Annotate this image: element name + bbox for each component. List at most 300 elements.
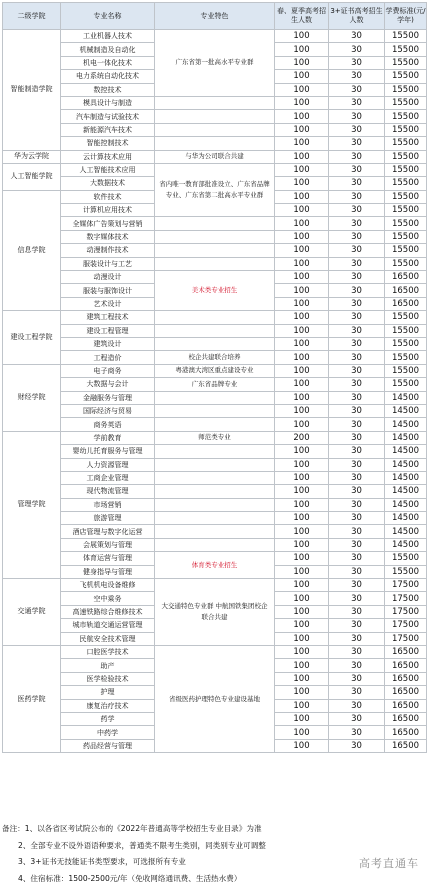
major-name: 药学 [61,712,155,725]
enroll-a-value: 100 [275,43,329,56]
enroll-b-value: 30 [329,619,385,632]
table-row [3,552,427,565]
major-feature: 省级医药护理特色专业建设基地 [155,645,275,752]
college-name: 建设工程学院 [3,311,61,365]
major-feature-empty [155,324,275,337]
major-name: 动漫制作技术 [61,244,155,257]
table-row [3,163,427,176]
major-name: 飞机机电设备维修 [61,579,155,592]
fee-value: 15500 [385,190,427,203]
enroll-b-value: 30 [329,378,385,391]
enroll-a-value: 100 [275,177,329,190]
major-name: 建筑设计 [61,337,155,350]
major-name: 电子商务 [61,364,155,377]
enroll-b-value: 30 [329,137,385,150]
fee-value: 14500 [385,471,427,484]
table-body [3,30,427,753]
fee-value: 16500 [385,712,427,725]
enroll-b-value: 30 [329,364,385,377]
major-name: 新能源汽车技术 [61,123,155,136]
major-feature-empty [155,311,275,324]
fee-value: 17500 [385,605,427,618]
note-4: 4、住宿标准：1500-2500元/年（免收网络通讯费、生活热水费） [18,873,242,883]
major-feature-empty [155,257,275,270]
enroll-a-value: 100 [275,56,329,69]
major-name: 酒店管理与数字化运营 [61,525,155,538]
enroll-a-value: 100 [275,512,329,525]
major-name: 药品经营与管理 [61,739,155,752]
table-row [3,96,427,109]
fee-value: 15500 [385,70,427,83]
table-row [3,498,427,511]
enroll-b-value: 30 [329,726,385,739]
fee-value: 14500 [385,485,427,498]
fee-value: 15500 [385,230,427,243]
major-feature-empty [155,337,275,350]
fee-value: 16500 [385,739,427,752]
major-name: 汽车制造与试验技术 [61,110,155,123]
enroll-a-value: 100 [275,404,329,417]
enroll-a-value: 100 [275,30,329,43]
major-feature-empty [155,96,275,109]
major-name: 民航安全技术管理 [61,632,155,645]
major-feature-empty [155,391,275,404]
major-name: 数控技术 [61,83,155,96]
major-feature-empty [155,217,275,230]
enroll-b-value: 30 [329,190,385,203]
major-feature: 师范类专业 [155,431,275,444]
major-name: 艺术设计 [61,297,155,310]
fee-value: 16500 [385,686,427,699]
major-name: 工商企业管理 [61,471,155,484]
major-name: 学前教育 [61,431,155,444]
enroll-b-value: 30 [329,512,385,525]
major-feature-empty [155,458,275,471]
major-name: 动漫设计 [61,271,155,284]
major-feature: 省内唯一教育部批准设立、广东省品牌专业、广东省第二批高水平专业群 [155,163,275,217]
fee-value: 15500 [385,378,427,391]
college-name: 管理学院 [3,431,61,578]
enroll-a-value: 100 [275,445,329,458]
fee-value: 15500 [385,351,427,364]
fee-value: 14500 [385,391,427,404]
table-row [3,512,427,525]
fee-value: 16500 [385,297,427,310]
major-name: 机电一体化技术 [61,56,155,69]
major-name: 建设工程管理 [61,324,155,337]
enroll-a-value: 100 [275,163,329,176]
major-name: 机械制造及自动化 [61,43,155,56]
enroll-a-value: 100 [275,70,329,83]
enroll-b-value: 30 [329,163,385,176]
fee-value: 15500 [385,565,427,578]
table-row [3,337,427,350]
enroll-a-value: 100 [275,686,329,699]
table-row [3,110,427,123]
enroll-a-value: 100 [275,418,329,431]
major-feature-empty [155,498,275,511]
major-feature-empty [155,418,275,431]
major-name: 商务英语 [61,418,155,431]
enroll-a-value: 100 [275,378,329,391]
fee-value: 14500 [385,538,427,551]
major-feature-empty [155,538,275,551]
major-name: 工程造价 [61,351,155,364]
enroll-a-value: 100 [275,217,329,230]
fee-value: 14500 [385,431,427,444]
enroll-a-value: 100 [275,150,329,163]
fee-value: 14500 [385,404,427,417]
fee-value: 16500 [385,271,427,284]
fee-value: 14500 [385,445,427,458]
major-name: 工业机器人技术 [61,30,155,43]
fee-value: 17500 [385,632,427,645]
college-name: 信息学院 [3,190,61,311]
table-row [3,471,427,484]
enroll-a-value: 100 [275,552,329,565]
fee-value: 15500 [385,257,427,270]
enroll-a-value: 100 [275,525,329,538]
major-name: 全媒体广告策划与营销 [61,217,155,230]
table-row [3,230,427,243]
major-feature-empty [155,230,275,243]
table-row [3,257,427,270]
major-name: 服装与服饰设计 [61,284,155,297]
fee-value: 15500 [385,364,427,377]
major-feature: 美术类专业招生 [155,271,275,311]
header-fee: 学费标准(元/学年) [385,3,427,30]
major-name: 助产 [61,659,155,672]
fee-value: 16500 [385,659,427,672]
table-row [3,538,427,551]
fee-value: 15500 [385,43,427,56]
enroll-a-value: 100 [275,391,329,404]
fee-value: 14500 [385,498,427,511]
major-name: 市场营销 [61,498,155,511]
note-2: 2、全部专业不设外语语种要求，普通类不限考生类别，同类别专业可调整 [18,840,266,850]
enroll-a-value: 100 [275,257,329,270]
enroll-b-value: 30 [329,177,385,190]
major-name: 电力系统自动化技术 [61,70,155,83]
enroll-a-value: 100 [275,498,329,511]
major-name: 现代物流管理 [61,485,155,498]
enroll-b-value: 30 [329,739,385,752]
table-row [3,244,427,257]
major-name: 金融服务与管理 [61,391,155,404]
major-name: 软件技术 [61,190,155,203]
major-name: 空中乘务 [61,592,155,605]
table-row [3,579,427,592]
major-name: 护理 [61,686,155,699]
major-feature-empty [155,244,275,257]
enroll-a-value: 100 [275,204,329,217]
enroll-b-value: 30 [329,257,385,270]
enroll-b-value: 30 [329,271,385,284]
enroll-a-value: 100 [275,311,329,324]
enroll-a-value: 100 [275,110,329,123]
table-row [3,485,427,498]
enroll-b-value: 30 [329,297,385,310]
enroll-b-value: 30 [329,431,385,444]
header-major: 专业名称 [61,3,155,30]
college-name: 人工智能学院 [3,163,61,190]
enroll-b-value: 30 [329,645,385,658]
enroll-a-value: 100 [275,351,329,364]
major-feature: 校企共建联合培养 [155,351,275,364]
major-name: 康复治疗技术 [61,699,155,712]
major-name: 建筑工程技术 [61,311,155,324]
enroll-b-value: 30 [329,43,385,56]
fee-value: 15500 [385,150,427,163]
fee-value: 14500 [385,525,427,538]
fee-value: 15500 [385,204,427,217]
fee-value: 16500 [385,672,427,685]
enroll-b-value: 30 [329,324,385,337]
enroll-a-value: 200 [275,431,329,444]
fee-value: 15500 [385,324,427,337]
fee-value: 15500 [385,337,427,350]
enroll-b-value: 30 [329,699,385,712]
table-row [3,391,427,404]
enroll-a-value: 100 [275,565,329,578]
enroll-b-value: 30 [329,110,385,123]
fee-value: 16500 [385,699,427,712]
table-header-row [3,3,427,30]
enroll-a-value: 100 [275,96,329,109]
fee-value: 14500 [385,418,427,431]
enroll-b-value: 30 [329,418,385,431]
enroll-a-value: 100 [275,712,329,725]
table-row [3,364,427,377]
enroll-b-value: 30 [329,579,385,592]
college-name: 交通学院 [3,579,61,646]
table-row [3,217,427,230]
enroll-a-value: 100 [275,83,329,96]
enroll-b-value: 30 [329,538,385,551]
major-name: 数字媒体技术 [61,230,155,243]
enroll-a-value: 100 [275,485,329,498]
fee-value: 17500 [385,592,427,605]
table-row [3,445,427,458]
table-row [3,431,427,444]
enroll-b-value: 30 [329,471,385,484]
enroll-a-value: 100 [275,123,329,136]
enroll-a-value: 100 [275,632,329,645]
enroll-b-value: 30 [329,565,385,578]
enroll-b-value: 30 [329,391,385,404]
enroll-b-value: 30 [329,217,385,230]
major-feature: 与华为公司联合共建 [155,150,275,163]
enroll-a-value: 100 [275,672,329,685]
note-3: 3、3+证书无技能证书类型要求，可选报所有专业 [18,857,186,866]
major-feature: 大交通特色专业群 中航国铁集团校企联合共建 [155,579,275,646]
notes-section [2,821,426,887]
header-college: 二级学院 [3,3,61,30]
enroll-b-value: 30 [329,525,385,538]
major-name: 大数据技术 [61,177,155,190]
enroll-b-value: 30 [329,445,385,458]
enroll-a-value: 100 [275,645,329,658]
fee-value: 15500 [385,217,427,230]
major-name: 智能控制技术 [61,137,155,150]
enroll-b-value: 30 [329,70,385,83]
fee-value: 15500 [385,83,427,96]
major-name: 高速铁路综合维修技术 [61,605,155,618]
enroll-a-value: 100 [275,190,329,203]
table-row [3,351,427,364]
fee-value: 16500 [385,284,427,297]
enroll-a-value: 100 [275,297,329,310]
enroll-b-value: 30 [329,498,385,511]
major-name: 计算机应用技术 [61,204,155,217]
table-row [3,324,427,337]
enroll-b-value: 30 [329,632,385,645]
enroll-a-value: 100 [275,726,329,739]
enroll-b-value: 30 [329,351,385,364]
enroll-a-value: 100 [275,364,329,377]
major-feature: 体育类专业招生 [155,552,275,579]
major-feature-empty [155,110,275,123]
major-name: 大数据与会计 [61,378,155,391]
fee-value: 15500 [385,56,427,69]
major-name: 医学检验技术 [61,672,155,685]
fee-value: 14500 [385,458,427,471]
enroll-a-value: 100 [275,739,329,752]
fee-value: 16500 [385,645,427,658]
table-row [3,525,427,538]
major-name: 会展策划与管理 [61,538,155,551]
fee-value: 17500 [385,579,427,592]
fee-value: 17500 [385,619,427,632]
fee-value: 15500 [385,96,427,109]
table-row [3,150,427,163]
enroll-b-value: 30 [329,485,385,498]
enroll-a-value: 100 [275,337,329,350]
enroll-a-value: 100 [275,471,329,484]
fee-value: 16500 [385,726,427,739]
major-name: 旅游管理 [61,512,155,525]
enroll-a-value: 100 [275,699,329,712]
college-name: 智能制造学院 [3,30,61,151]
note-1: 备注：1、以各省区考试院公布的《2022年普通高等学校招生专业目录》为准 [2,824,262,833]
enroll-a-value: 100 [275,605,329,618]
enroll-b-value: 30 [329,659,385,672]
college-name: 华为云学院 [3,150,61,163]
table-row [3,404,427,417]
major-name: 婴幼儿托育服务与管理 [61,445,155,458]
major-name: 人工智能技术应用 [61,163,155,176]
fee-value: 15500 [385,552,427,565]
table-row [3,418,427,431]
major-name: 模具设计与制造 [61,96,155,109]
enroll-b-value: 30 [329,244,385,257]
enroll-a-value: 100 [275,137,329,150]
enroll-a-value: 100 [275,324,329,337]
enrollment-table [2,2,427,753]
enroll-a-value: 100 [275,244,329,257]
fee-value: 15500 [385,30,427,43]
major-name: 口腔医学技术 [61,645,155,658]
enroll-b-value: 30 [329,284,385,297]
table-row [3,311,427,324]
fee-value: 15500 [385,110,427,123]
enroll-b-value: 30 [329,83,385,96]
enroll-b-value: 30 [329,404,385,417]
major-feature: 粤港澳大湾区重点建设专业 [155,364,275,377]
enroll-b-value: 30 [329,592,385,605]
major-name: 人力资源管理 [61,458,155,471]
enroll-b-value: 30 [329,686,385,699]
enroll-b-value: 30 [329,712,385,725]
table-row [3,137,427,150]
watermark-text: 高考直通车 [359,857,419,870]
header-feature: 专业特色 [155,3,275,30]
major-feature-empty [155,123,275,136]
major-feature-empty [155,137,275,150]
major-feature-empty [155,445,275,458]
enroll-b-value: 30 [329,605,385,618]
enroll-b-value: 30 [329,123,385,136]
enroll-a-value: 100 [275,579,329,592]
major-name: 城市轨道交通运营管理 [61,619,155,632]
enroll-b-value: 30 [329,311,385,324]
enroll-a-value: 100 [275,458,329,471]
enroll-a-value: 100 [275,619,329,632]
major-feature-empty [155,471,275,484]
major-name: 云计算技术应用 [61,150,155,163]
fee-value: 14500 [385,512,427,525]
major-name: 中药学 [61,726,155,739]
enroll-b-value: 30 [329,337,385,350]
major-feature-empty [155,404,275,417]
fee-value: 15500 [385,244,427,257]
college-name: 医药学院 [3,645,61,752]
enroll-a-value: 100 [275,271,329,284]
header-enroll-b: 3+证书高考招生人数 [329,3,385,30]
header-enroll-a: 春、夏季高考招生人数 [275,3,329,30]
enroll-b-value: 30 [329,56,385,69]
enroll-b-value: 30 [329,552,385,565]
enroll-b-value: 30 [329,230,385,243]
table-row [3,645,427,658]
enroll-b-value: 30 [329,150,385,163]
enroll-a-value: 100 [275,284,329,297]
table-row [3,378,427,391]
major-name: 国际经济与贸易 [61,404,155,417]
major-name: 体育运营与管理 [61,552,155,565]
major-feature: 广东省品牌专业 [155,378,275,391]
college-name: 财经学院 [3,364,61,431]
enroll-a-value: 100 [275,538,329,551]
enroll-b-value: 30 [329,96,385,109]
major-name: 健身指导与管理 [61,565,155,578]
major-feature-empty [155,525,275,538]
enroll-b-value: 30 [329,458,385,471]
fee-value: 15500 [385,177,427,190]
enroll-a-value: 100 [275,659,329,672]
enroll-a-value: 100 [275,230,329,243]
major-feature-empty [155,485,275,498]
enroll-b-value: 30 [329,30,385,43]
major-feature-empty [155,512,275,525]
enroll-b-value: 30 [329,672,385,685]
major-name: 服装设计与工艺 [61,257,155,270]
enroll-b-value: 30 [329,204,385,217]
table-row [3,458,427,471]
enroll-a-value: 100 [275,592,329,605]
fee-value: 15500 [385,123,427,136]
table-row [3,30,427,43]
